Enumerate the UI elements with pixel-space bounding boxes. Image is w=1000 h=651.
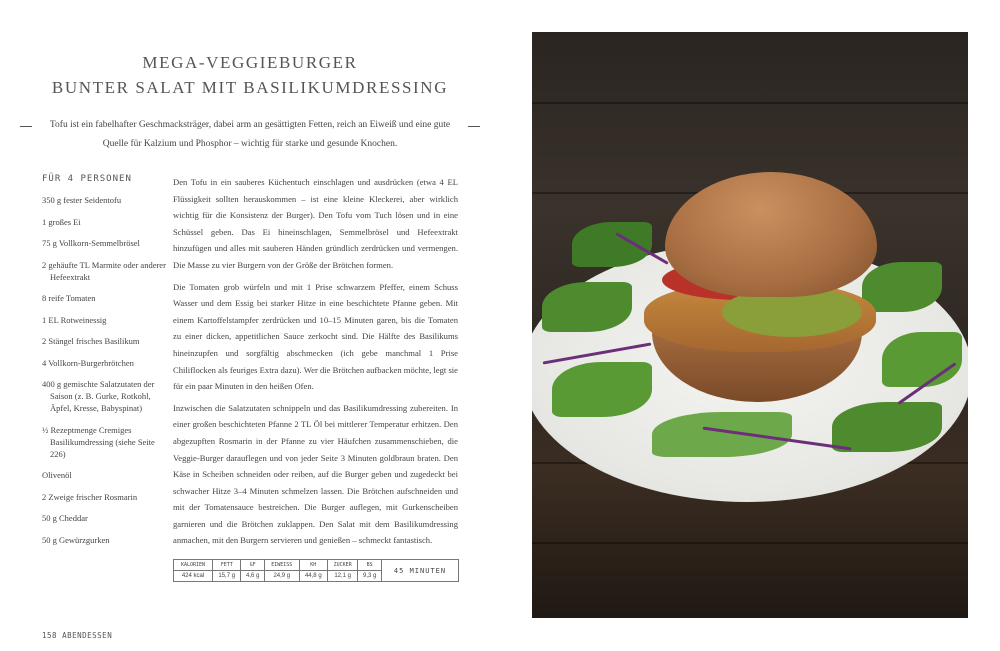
nutrition-header: ZUCKER [328, 560, 358, 571]
method-step: Die Tomaten grob würfeln und mit 1 Prise schwarzem Pfeffer, einem Schuss Wasser und dem Essig bei starker Hitze in eine beschichtete Pfanne geben. Mit einem Kartoffelstampfer zerdrücken und 10–15 Minuten garen, bis die Tomaten zu einer dicken, appetitlichen Sauce zerkocht sind. Die Hälfte des Basilikums hineinzupfen und sorgfältig abschmecken (ich gebe manchmal 1 Prise Chiliflocken als feuriges Extra dazu). Wer die Brötchen aufbacken möchte, legt sie für ein paar Minuten in den heißen Ofen. [173, 281, 458, 392]
intro-dash-left [20, 126, 32, 127]
recipe-header [20, 50, 480, 154]
ingredient-item: ½ Rezeptmenge Cremiges Basilikumdressing (siehe Seite 226) [42, 424, 155, 459]
burger-bun-top [665, 172, 877, 297]
ingredient-item: 4 Vollkorn-Burgerbrötchen [42, 357, 134, 368]
nutrition-value: 424 kcal [174, 571, 213, 582]
servings-label: FÜR 4 PERSONEN [42, 174, 132, 184]
nutrition-value: 4,6 g [241, 571, 265, 582]
nutrition-value: 24,9 g [264, 571, 299, 582]
nutrition-header: GF [241, 560, 265, 571]
recipe-subtitle: BUNTER SALAT MIT BASILIKUMDRESSING [51, 78, 449, 97]
recipe-method [173, 174, 458, 549]
recipe-intro: Tofu ist ein fabelhafter Geschmacksträger, dabei arm an gesättigten Fetten, reich an Eiweiß und eine gute Quelle für Kalzium und Phosphor – wichtig für starke und gesunde Knochen. [49, 120, 451, 149]
method-column [173, 174, 458, 582]
nutrition-header: EIWEISS [264, 560, 299, 571]
method-step: Inzwischen die Salatzutaten schnippeln und das Basilikumdressing zubereiten. In einer großen beschichteten Pfanne 2 TL Öl bei mittlerer Temperatur erhitzen. Den abgezupften Rosmarin in der Pfanne zu vier Häufchen zusammenschieben, die Veggie-Burger darauflegen und von jeder Seite 3 Minuten goldbraun braten. Den Käse in Scheiben schneiden oder reiben, auf die Burger geben und zugedeckt bei schwacher Hitze 3–4 Minuten schmelzen lassen. Die Brötchen aufschneiden und mit der Tomatensauce bestreichen. Die Burger auflegen, mit Gurkenscheiben garnieren und die Brötchen zuklappen. Den Salat mit dem Basilikumdressing anmachen, mit den Burgern servieren und genießen – schmeckt fantastisch. [173, 402, 458, 546]
burger-photo [532, 32, 968, 618]
ingredient-item: Olivenöl [42, 470, 72, 480]
ingredient-item: 50 g Cheddar [42, 513, 88, 523]
intro-row [20, 116, 480, 154]
method-step: Den Tofu in ein sauberes Küchentuch einschlagen und ausdrücken (etwa 4 EL Flüssigkeit sollten herauskommen – ist eine kleine Kleckerei, aber wirklich wichtig für die Konsistenz der Burger). Den Tofu vom Tuch lösen und in eine Schüssel geben. Das Ei hineinschlagen, Semmelbrösel und Hefeextrakt hinzufügen und alles mit sauberen Händen gründlich zerdrücken und vermengen. Die Masse zu vier Burgern von der Größe der Brötchen formen. [173, 177, 458, 270]
nutrition-value: 44,8 g [299, 571, 327, 582]
section-name: ABENDESSEN [62, 631, 113, 640]
ingredient-item: 8 reife Tomaten [42, 293, 96, 303]
nutrition-header: BS [358, 560, 382, 571]
nutrition-table [173, 559, 459, 582]
ingredient-item: 50 g Gewürzgurken [42, 534, 110, 545]
cooking-time: 45 MINUTEN [382, 560, 459, 582]
nutrition-value: 12,1 g [328, 571, 358, 582]
ingredient-item: 1 großes Ei [42, 216, 81, 227]
nutrition-value: 9,3 g [358, 571, 382, 582]
nutrition-header: KALORIEN [174, 560, 213, 571]
ingredient-item: 75 g Vollkorn-Semmelbrösel [42, 238, 140, 248]
ingredient-item: 1 EL Rotweinessig [42, 314, 107, 325]
ingredient-list [42, 194, 167, 555]
page-number: 158 [42, 631, 58, 640]
ingredients-column [42, 174, 167, 640]
nutrition-value: 15,7 g [213, 571, 241, 582]
ingredient-item: 2 Zweige frischer Rosmarin [42, 491, 138, 502]
intro-dash-right [468, 126, 480, 127]
ingredient-item: 2 gehäufte TL Marmite oder anderer Hefeextrakt [42, 259, 166, 282]
ingredient-item: 2 Stängel frisches Basilikum [42, 336, 140, 346]
nutrition-header: FETT [213, 560, 241, 571]
recipe-title: MEGA-VEGGIEBURGER [142, 53, 358, 72]
page-footer [42, 631, 167, 640]
ingredient-item: 400 g gemischte Salatzutaten der Saison (z. B. Gurke, Rotkohl, Äpfel, Kresse, Babyspinat) [42, 379, 155, 413]
nutrition-header: KH [299, 560, 327, 571]
nutrition-header-row [174, 560, 459, 571]
ingredient-item: 350 g fester Seidentofu [42, 195, 122, 205]
